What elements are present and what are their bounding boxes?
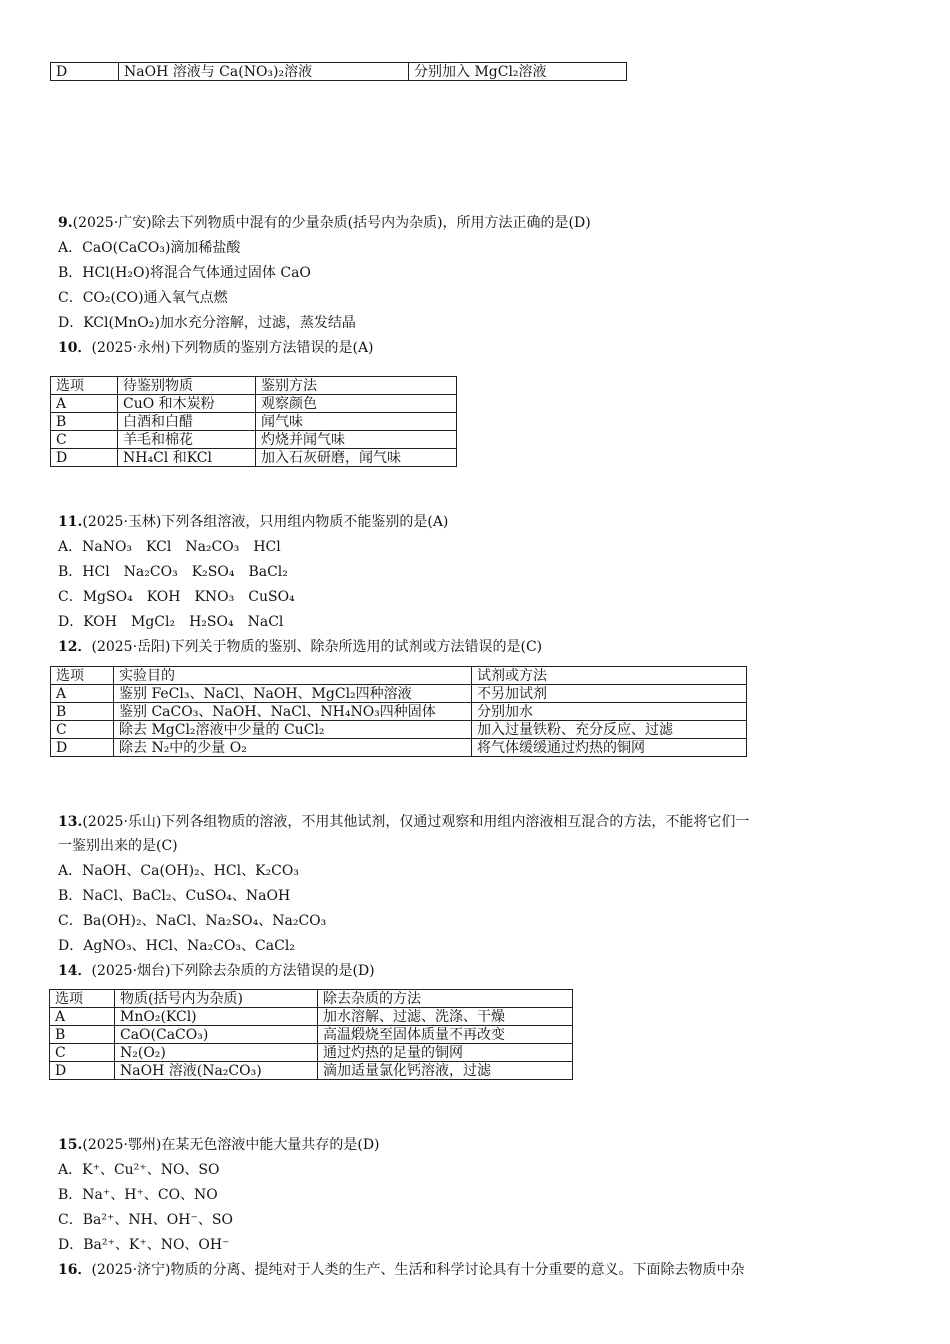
table-cell: 白酒和白醋	[118, 413, 256, 431]
table-cell: 物质(括号内为杂质)	[115, 990, 318, 1008]
table-cell: 实验目的	[114, 667, 472, 685]
question-12-table	[50, 666, 747, 757]
question-text: (2025·永州)下列物质的鉴别方法错误的是(A)	[91, 340, 374, 356]
table-cell: A	[51, 395, 118, 413]
table-row	[50, 1062, 573, 1080]
question-text: (2025·鄂州)在某无色溶液中能大量共存的是(D)	[82, 1137, 380, 1153]
option: B．HCl(H₂O)将混合气体通过固体 CaO	[58, 265, 311, 281]
table-cell: 试剂或方法	[472, 667, 747, 685]
question-text: (2025·玉林)下列各组溶液，只用组内物质不能鉴别的是(A)	[82, 514, 449, 530]
table-cell: NH₄Cl 和KCl	[118, 449, 256, 467]
table-cell: 鉴别方法	[256, 377, 457, 395]
table-cell: 将气体缓缓通过灼热的铜网	[472, 739, 747, 757]
table-cell: 加入过量铁粉、充分反应、过滤	[472, 721, 747, 739]
question-number: 11.	[58, 514, 83, 530]
question-15-stem	[58, 1135, 380, 1155]
top-table	[50, 62, 627, 81]
table-cell: 闻气味	[256, 413, 457, 431]
question-text: (2025·乐山)下列各组物质的溶液，不用其他试剂，仅通过观察和用组内溶液相互混合的方法，不能将它们一	[82, 814, 750, 830]
table-cell: CaO(CaCO₃)	[115, 1026, 318, 1044]
table-row	[50, 1026, 573, 1044]
table-cell: 通过灼热的足量的铜网	[318, 1044, 573, 1062]
table-cell: NaOH 溶液与 Ca(NO₃)₂溶液	[119, 63, 409, 81]
question-number: 12．	[58, 639, 92, 655]
table-cell: C	[50, 1044, 115, 1062]
table-row	[51, 413, 457, 431]
table-cell: A	[50, 1008, 115, 1026]
table-cell: 羊毛和棉花	[118, 431, 256, 449]
question-number: 14．	[58, 963, 92, 979]
table-cell: D	[50, 1062, 115, 1080]
table-cell: A	[51, 685, 114, 703]
question-number: 10．	[58, 340, 92, 356]
table-cell: 不另加试剂	[472, 685, 747, 703]
table-cell: 选项	[51, 377, 118, 395]
option: C．CO₂(CO)通入氧气点燃	[58, 290, 228, 306]
option: D．KCl(MnO₂)加水充分溶解，过滤，蒸发结晶	[58, 315, 356, 331]
table-cell: B	[51, 413, 118, 431]
table-row	[51, 703, 747, 721]
question-16-stem	[58, 1260, 745, 1280]
option: A．CaO(CaCO₃)滴加稀盐酸	[58, 240, 241, 256]
option: D．AgNO₃、HCl、Na₂CO₃、CaCl₂	[58, 938, 295, 954]
table-cell: N₂(O₂)	[115, 1044, 318, 1062]
table-cell: NaOH 溶液(Na₂CO₃)	[115, 1062, 318, 1080]
question-14-stem	[58, 961, 375, 981]
question-13-stem	[58, 812, 749, 832]
table-cell: CuO 和木炭粉	[118, 395, 256, 413]
table-cell: 除去 N₂中的少量 O₂	[114, 739, 472, 757]
table-cell: 高温煅烧至固体质量不再改变	[318, 1026, 573, 1044]
table-row	[51, 667, 747, 685]
table-row	[50, 1008, 573, 1026]
question-12-stem	[58, 637, 542, 657]
table-cell: 选项	[51, 667, 114, 685]
table-cell: C	[51, 431, 118, 449]
option: B．NaCl、BaCl₂、CuSO₄、NaOH	[58, 888, 291, 904]
table-cell: 鉴别 FeCl₃、NaCl、NaOH、MgCl₂四种溶液	[114, 685, 472, 703]
question-text: (2025·广安)除去下列物质中混有的少量杂质(括号内为杂质)，所用方法正确的是(D)	[72, 215, 591, 231]
table-row	[51, 739, 747, 757]
option: A．NaNO₃ KCl Na₂CO₃ HCl	[58, 539, 281, 555]
question-11-stem	[58, 512, 448, 532]
table-row	[51, 449, 457, 467]
table-cell: 分别加入 MgCl₂溶液	[409, 63, 627, 81]
table-row	[51, 63, 627, 81]
table-row	[51, 431, 457, 449]
question-text: (2025·岳阳)下列关于物质的鉴别、除杂所选用的试剂或方法错误的是(C)	[91, 639, 543, 655]
option: C．Ba²⁺、NH、OH⁻、SO	[58, 1212, 233, 1228]
table-cell: D	[51, 63, 119, 81]
option: A．NaOH、Ca(OH)₂、HCl、K₂CO₃	[58, 863, 299, 879]
option: A．K⁺、Cu²⁺、NO、SO	[58, 1162, 220, 1178]
question-number: 16．	[58, 1262, 92, 1278]
table-cell: 选项	[50, 990, 115, 1008]
table-cell: 除去 MgCl₂溶液中少量的 CuCl₂	[114, 721, 472, 739]
question-number: 9.	[58, 215, 73, 231]
question-number: 15.	[58, 1137, 83, 1153]
option: B．HCl Na₂CO₃ K₂SO₄ BaCl₂	[58, 564, 288, 580]
question-text: (2025·烟台)下列除去杂质的方法错误的是(D)	[91, 963, 375, 979]
table-cell: 加入石灰研磨，闻气味	[256, 449, 457, 467]
table-row	[51, 395, 457, 413]
question-text: (2025·济宁)物质的分离、提纯对于人类的生产、生活和科学讨论具有十分重要的意义。下面除去物质中杂	[91, 1262, 745, 1278]
table-row	[50, 1044, 573, 1062]
question-9-stem	[58, 213, 591, 233]
question-10-stem	[58, 338, 374, 358]
table-cell: B	[51, 703, 114, 721]
table-cell: 分别加水	[472, 703, 747, 721]
table-row	[51, 721, 747, 739]
table-row	[51, 377, 457, 395]
table-cell: D	[51, 449, 118, 467]
question-number: 13.	[58, 814, 83, 830]
table-row	[51, 685, 747, 703]
option: C．Ba(OH)₂、NaCl、Na₂SO₄、Na₂CO₃	[58, 913, 327, 929]
table-row	[50, 990, 573, 1008]
table-cell: 除去杂质的方法	[318, 990, 573, 1008]
question-14-table	[49, 989, 573, 1080]
table-cell: MnO₂(KCl)	[115, 1008, 318, 1026]
table-cell: 滴加适量氯化钙溶液，过滤	[318, 1062, 573, 1080]
table-cell: D	[51, 739, 114, 757]
table-cell: 鉴别 CaCO₃、NaOH、NaCl、NH₄NO₃四种固体	[114, 703, 472, 721]
option: D．KOH MgCl₂ H₂SO₄ NaCl	[58, 614, 284, 630]
question-10-table	[50, 376, 457, 467]
table-cell: B	[50, 1026, 115, 1044]
table-cell: 待鉴别物质	[118, 377, 256, 395]
table-cell: 加水溶解、过滤、洗涤、干燥	[318, 1008, 573, 1026]
table-cell: 观察颜色	[256, 395, 457, 413]
table-cell: 灼烧并闻气味	[256, 431, 457, 449]
question-13-stem-continued: 一鉴别出来的是(C)	[58, 838, 178, 854]
option: D．Ba²⁺、K⁺、NO、OH⁻	[58, 1237, 230, 1253]
table-cell: C	[51, 721, 114, 739]
option: B．Na⁺、H⁺、CO、NO	[58, 1187, 218, 1203]
option: C．MgSO₄ KOH KNO₃ CuSO₄	[58, 589, 295, 605]
